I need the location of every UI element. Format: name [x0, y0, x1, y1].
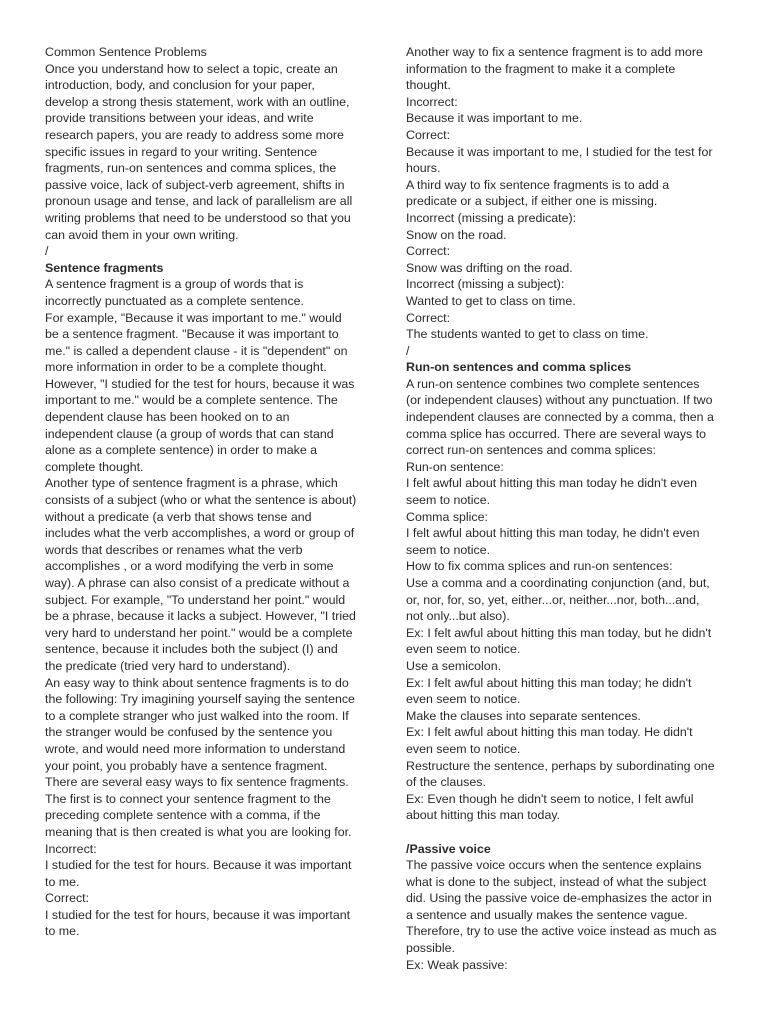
text-line: Wanted to get to class on time. [406, 293, 576, 308]
text-line: Ex: Weak passive: [406, 957, 508, 972]
text-line: I felt awful about hitting this man today, he didn't even [406, 526, 700, 541]
text-line: / [406, 343, 410, 358]
text-line: develop a strong thesis statement, work with an outline, [45, 94, 350, 109]
text-line: Correct: [406, 244, 451, 259]
text-line: thought. [406, 78, 451, 93]
left-column [45, 44, 367, 940]
text-line: An easy way to think about sentence fragments is to do [45, 675, 349, 690]
text-line: Ex: Even though he didn't seem to notice, I felt awful [406, 791, 694, 806]
text-line: even seem to notice. [406, 692, 521, 707]
text-line: Therefore, try to use the active voice instead as much as [406, 924, 717, 939]
text-line: Ex: I felt awful about hitting this man today, but he didn't [406, 625, 712, 640]
text-line: Common Sentence Problems [45, 45, 207, 59]
text-line: Correct: [406, 310, 451, 325]
text-line: about hitting this man today. [406, 808, 561, 823]
text-line: Because it was important to me. [406, 111, 583, 126]
text-line: wrote, and would need more information to understand [45, 741, 346, 756]
text-line: very hard to understand her point." would be a complete [45, 625, 353, 640]
section-heading-run-on-sentences-and-comma-splices: Run-on sentences and comma splices [406, 360, 632, 375]
text-line: not only...but also). [406, 609, 510, 624]
text-line: There are several easy ways to fix sentence fragments. [45, 775, 349, 790]
right-column [406, 44, 728, 973]
text-line: Ex: I felt awful about hitting this man today. He didn't [406, 725, 693, 740]
text-line: meaning that is then created is what you are looking for. [45, 824, 352, 839]
text-line: me." is called a dependent clause - it is "dependent" on [45, 343, 348, 358]
text-line: Another type of sentence fragment is a phrase, which [45, 476, 338, 491]
text-line: Incorrect (missing a predicate): [406, 210, 577, 225]
text-line: be a sentence fragment. "Because it was important to [45, 327, 339, 342]
text-line: be a phrase, because it lacks a subject. However, "I tried [45, 609, 356, 624]
text-line: a sentence and usually makes the sentence vague. [406, 907, 688, 922]
text-line: The passive voice occurs when the sentence explains [406, 858, 702, 873]
text-line: the predicate (tried very hard to understand). [45, 658, 291, 673]
text-line: specific issues in regard to your writing. Sentence [45, 144, 318, 159]
text-line: possible. [406, 941, 455, 956]
text-line: way). A phrase can also consist of a predicate without a [45, 576, 350, 590]
text-line: research papers, you are ready to address some more [45, 127, 344, 142]
text-line: introduction, body, and conclusion for your paper, [45, 78, 315, 93]
text-line: predicate or a subject, if either one is missing. [406, 194, 658, 209]
text-line: Restructure the sentence, perhaps by subordinating one [406, 758, 715, 773]
text-line: even seem to notice. [406, 642, 521, 657]
text-line: your point, you probably have a sentence fragment. [45, 758, 328, 773]
text-line: I studied for the test for hours, because it was important [45, 907, 351, 922]
text-line: fragments, run-on sentences and comma splices, the [45, 161, 337, 176]
text-line: sentence, because it includes both the subject (I) and [45, 642, 338, 657]
text-line: alone as a complete sentence) in order to make a [45, 443, 318, 458]
text-line: The first is to connect your sentence fragment to the [45, 791, 331, 806]
text-line: of the clauses. [406, 775, 486, 790]
text-line: Comma splice: [406, 509, 488, 524]
text-line: to me. [45, 874, 80, 889]
text-line: provide transitions between your ideas, and write [45, 111, 314, 126]
text-line: passive voice, lack of subject-verb agreement, shifts in [45, 177, 345, 192]
text-line: complete thought. [45, 459, 144, 474]
text-line: A third way to fix sentence fragments is to add a [406, 177, 670, 192]
text-line: did. Using the passive voice de-emphasizes the actor in [406, 891, 712, 906]
text-line: A run-on sentence combines two complete sentences [406, 376, 700, 391]
text-line: Ex: I felt awful about hitting this man today; he didn't [406, 675, 692, 690]
text-line: seem to notice. [406, 493, 491, 508]
text-line: information to the fragment to make it a complete [406, 61, 676, 76]
text-line: Incorrect: [406, 94, 458, 109]
text-line: Make the clauses into separate sentences. [406, 708, 641, 723]
text-line: to a complete stranger who just walked into the room. If [45, 708, 349, 723]
text-line: I studied for the test for hours. Because it was important [45, 858, 352, 873]
text-line: Incorrect: [45, 841, 97, 856]
text-line: incorrectly punctuated as a complete sentence. [45, 293, 304, 308]
text-line: Snow on the road. [406, 227, 507, 242]
blank-line [406, 824, 728, 841]
text-line: writing problems that need to be understood so that you [45, 210, 351, 225]
text-line: accomplishes , or a word modifying the verb in some [45, 559, 334, 574]
text-line: Use a comma and a coordinating conjunction (and, but, [406, 576, 710, 590]
text-line: the stranger would be confused by the sentence you [45, 725, 333, 740]
text-line: what is done to the subject, instead of what the subject [406, 874, 707, 889]
text-line: independent clause (a group of words that can stand [45, 426, 334, 441]
text-line: consists of a subject (who or what the sentence is about) [45, 493, 357, 508]
text-line: to me. [45, 924, 80, 939]
text-line: Another way to fix a sentence fragment is to add more [406, 45, 703, 59]
text-line: (or independent clauses) without any punctuation. If two [406, 393, 713, 408]
text-line: Use a semicolon. [406, 658, 502, 673]
text-line: dependent clause has been hooked on to an [45, 410, 290, 425]
text-line: How to fix comma splices and run-on sentences: [406, 559, 673, 574]
text-line: hours. [406, 161, 441, 176]
text-line: preceding complete sentence with a comma, if the [45, 808, 321, 823]
text-line: important to me." would be a complete sentence. The [45, 393, 338, 408]
text-line: independent clauses are connected by a comma, then a [406, 410, 714, 425]
text-line: Incorrect (missing a subject): [406, 277, 565, 292]
text-line: pronoun usage and tense, and lack of parallelism are all [45, 194, 353, 209]
text-line: Snow was drifting on the road. [406, 260, 573, 275]
text-line: I felt awful about hitting this man today he didn't even [406, 476, 697, 491]
text-line: / [45, 244, 49, 259]
text-line: more information in order to be a complete thought. [45, 360, 327, 375]
text-line: or, nor, for, so, yet, either...or, neither...nor, both...and, [406, 592, 700, 607]
text-line: even seem to notice. [406, 741, 521, 756]
section-heading-passive-voice: /Passive voice [406, 841, 491, 856]
text-line: A sentence fragment is a group of words that is [45, 277, 304, 292]
text-line: the following: Try imagining yourself saying the sentence [45, 692, 355, 707]
text-line: Run-on sentence: [406, 459, 504, 474]
text-line: However, "I studied for the test for hours, because it was [45, 376, 355, 391]
text-line: Correct: [45, 891, 90, 906]
text-line: words that describes or renames what the verb [45, 542, 303, 557]
text-line: without a predicate (a verb that shows tense and [45, 509, 312, 524]
text-line: subject. For example, "To understand her point." would [45, 592, 346, 607]
text-line: For example, "Because it was important to me." would [45, 310, 342, 325]
text-line: Because it was important to me, I studied for the test for [406, 144, 713, 159]
section-heading-sentence-fragments: Sentence fragments [45, 260, 164, 275]
text-line: comma splice has occurred. There are several ways to [406, 426, 707, 441]
text-line: includes what the verb accomplishes, a word or group of [45, 526, 355, 541]
text-line: seem to notice. [406, 542, 491, 557]
text-line: Correct: [406, 127, 451, 142]
text-line: Once you understand how to select a topic, create an [45, 61, 338, 76]
text-line: correct run-on sentences and comma splices: [406, 443, 656, 458]
text-line: can avoid them in your own writing. [45, 227, 239, 242]
text-line: The students wanted to get to class on time. [406, 327, 649, 342]
